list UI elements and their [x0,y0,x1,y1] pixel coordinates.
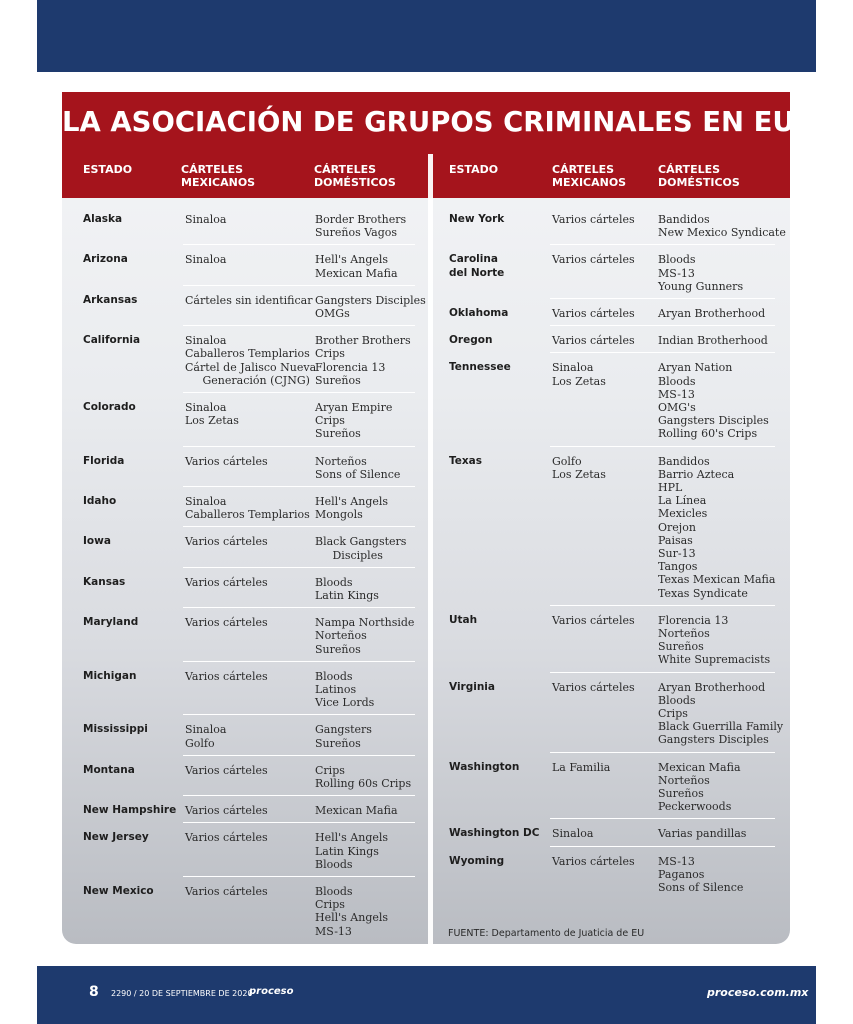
mexican-cartel-cell: Varios cárteles [552,253,635,267]
state-cell: Carolina del Norte [449,253,505,279]
table-row [449,847,775,901]
mexican-cartel-cell: Varios cárteles [185,804,268,818]
footer-site: proceso.com.mx [707,986,809,999]
domestic-cartel-cell: MS-13 Paganos Sons of Silence [658,854,744,894]
table-row [83,487,415,527]
mexican-cartel-cell: Varios cárteles [552,213,635,226]
domestic-cartel-cell: Aryan Nation Bloods MS-13 OMG's Gangsters Disciples Rolling 60's Crips [658,361,769,441]
table-row [83,568,415,608]
domestic-cartel-cell: Bloods Latin Kings [315,575,379,602]
domestic-cartel-cell: Hell's Angels Mexican Mafia [315,253,398,280]
table-row [449,447,775,606]
state-cell: Oklahoma [449,307,509,319]
mexican-cartel-cell: Cárteles sin identificar [185,293,313,307]
mexican-cartel-cell: Varios cárteles [552,680,635,694]
state-cell: Tennessee [449,361,511,374]
domestic-cartel-cell: Aryan Empire Crips Sureños [315,401,393,441]
table-row [83,326,415,393]
table-row [449,245,775,299]
issue-date: 2290 / 20 DE SEPTIEMBRE DE 2020 [111,989,253,998]
col-header-estado-right: ESTADO [449,163,499,176]
footer-logo: proceso [249,986,294,997]
page-number: 8 [89,984,99,1000]
column-divider [428,154,433,944]
table-row [83,796,415,823]
table-row [83,447,415,487]
state-cell: Wyoming [449,854,505,867]
state-cell: California [83,334,141,347]
mexican-cartel-cell: Sinaloa Caballeros Templarios [185,495,310,522]
domestic-cartel-cell: Crips Rolling 60s Crips [315,763,412,790]
domestic-cartel-cell: Bloods Crips Hell's Angels MS-13 [315,885,389,938]
table-row [83,756,415,796]
col-header-dom-left: CÁRTELES DOMÉSTICOS [314,163,396,189]
mexican-cartel-cell: Varios cárteles [185,831,268,845]
table-row [449,753,775,820]
state-cell: New Jersey [83,831,149,844]
col-header-mex-left: CÁRTELES MEXICANOS [181,163,256,189]
domestic-cartel-cell: Florencia 13 Norteños Sureños White Supremacists [658,613,771,667]
mexican-cartel-cell: Varios cárteles [185,575,268,589]
mexican-cartel-cell: Golfo Los Zetas [552,454,606,481]
table-row [83,823,415,877]
mexican-cartel-cell: Sinaloa Los Zetas [185,401,239,428]
mexican-cartel-cell: Sinaloa [552,827,594,841]
state-cell: Iowa [83,535,111,548]
state-cell: Utah [449,613,478,626]
mexican-cartel-cell: Varios cárteles [185,885,268,898]
table-row [83,205,415,245]
domestic-cartel-cell: Nampa Northside Norteños Sureños [315,616,415,656]
state-cell: New York [449,213,505,225]
table-row [449,819,775,846]
domestic-cartel-cell: Bloods MS-13 Young Gunners [658,253,744,293]
mexican-cartel-cell: Varios cárteles [552,307,635,320]
state-cell: Alaska [83,213,123,225]
state-cell: Maryland [83,616,139,629]
source-note: FUENTE: Departamento de Juaticia de EU [448,928,645,939]
domestic-cartel-cell: Hell's Angels Latin Kings Bloods [315,831,389,871]
state-cell: Colorado [83,401,136,413]
infographic-card [62,92,795,944]
header-band [62,92,795,198]
table-row [449,673,784,753]
domestic-cartel-cell: Border Brothers Sureños Vagos [315,213,407,240]
mexican-cartel-cell: Varios cárteles [185,535,268,549]
table-row [449,299,775,326]
mexican-cartel-cell: Sinaloa Caballeros Templarios Cártel de Jalisco Nueva Generación (CJNG) [185,334,317,387]
state-cell: Washington DC [449,827,540,840]
mexican-cartel-cell: Sinaloa Los Zetas [552,361,606,388]
state-cell: New Mexico [83,885,154,897]
domestic-cartel-cell: Gangsters Sureños [315,723,372,750]
col-header-dom-right: CÁRTELES DOMÉSTICOS [658,163,740,189]
table-row [83,877,415,944]
domestic-cartel-cell: Black Gangsters Disciples [315,535,407,562]
mexican-cartel-cell: Sinaloa [185,253,227,267]
state-cell: Arizona [83,253,128,266]
domestic-cartel-cell: Norteños Sons of Silence [315,454,401,481]
state-cell: Florida [83,454,125,467]
top-band [37,0,816,72]
table-row [449,205,786,245]
footer-band [37,966,816,1024]
domestic-cartel-cell: Aryan Brotherhood Bloods Crips Black Guerrilla Family Gangsters Disciples [658,680,784,747]
mexican-cartel-cell: Varios cárteles [185,454,268,468]
state-cell: Kansas [83,575,126,588]
mexican-cartel-cell: Varios cárteles [185,763,268,777]
domestic-cartel-cell: Brother Brothers Crips Florencia 13 Sureños [315,334,411,387]
mexican-cartel-cell: Varios cárteles [552,854,635,868]
domestic-cartel-cell: Gangsters Disciples OMGs [315,293,426,320]
mexican-cartel-cell: Varios cárteles [185,616,268,630]
table-row [449,326,775,353]
table-row [83,393,415,447]
table-row [83,715,415,755]
mexican-cartel-cell: Sinaloa [185,213,227,226]
state-cell: Virginia [449,680,495,693]
state-cell: Montana [83,763,135,776]
domestic-cartel-cell: Bandidos Barrio Azteca HPL La Línea Mexicles Orejon Paisas Sur-13 Tangos Texas Mexican Mafia Texas Syndicate [658,454,776,600]
table-row [83,608,415,662]
mexican-cartel-cell: Varios cárteles [552,334,635,348]
domestic-cartel-cell: Hell's Angels Mongols [315,495,389,522]
domestic-cartel-cell: Indian Brotherhood [658,334,768,348]
state-cell: Washington [449,760,520,773]
state-cell: Arkansas [83,293,138,306]
state-cell: Mississippi [83,723,148,736]
table-row [449,606,775,673]
domestic-cartel-cell: Bloods Latinos Vice Lords [315,669,375,710]
state-cell: Oregon [449,334,493,347]
mexican-cartel-cell: Varios cárteles [552,613,635,627]
state-cell: New Hampshire [83,804,177,817]
table-row [83,245,415,285]
table-row [83,662,415,716]
domestic-cartel-cell: Aryan Brotherhood [658,307,766,320]
domestic-cartel-cell: Mexican Mafia Norteños Sureños Peckerwoods [658,760,741,814]
mexican-cartel-cell: Sinaloa Golfo [185,723,227,750]
table-row [83,527,415,567]
col-header-estado-left: ESTADO [83,163,133,176]
mexican-cartel-cell: Varios cárteles [185,669,268,683]
state-cell: Michigan [83,669,137,682]
domestic-cartel-cell: Varias pandillas [658,827,747,841]
state-cell: Texas [449,454,482,467]
domestic-cartel-cell: Bandidos New Mexico Syndicate [658,213,786,240]
domestic-cartel-cell: Mexican Mafia [315,804,398,818]
infographic-title: LA ASOCIACIÓN DE GRUPOS CRIMINALES EN EU [62,106,795,138]
state-cell: Idaho [83,495,117,507]
table-row [83,286,426,326]
mexican-cartel-cell: La Familia [552,760,611,774]
table-row [449,353,775,446]
col-header-mex-right: CÁRTELES MEXICANOS [552,163,627,189]
